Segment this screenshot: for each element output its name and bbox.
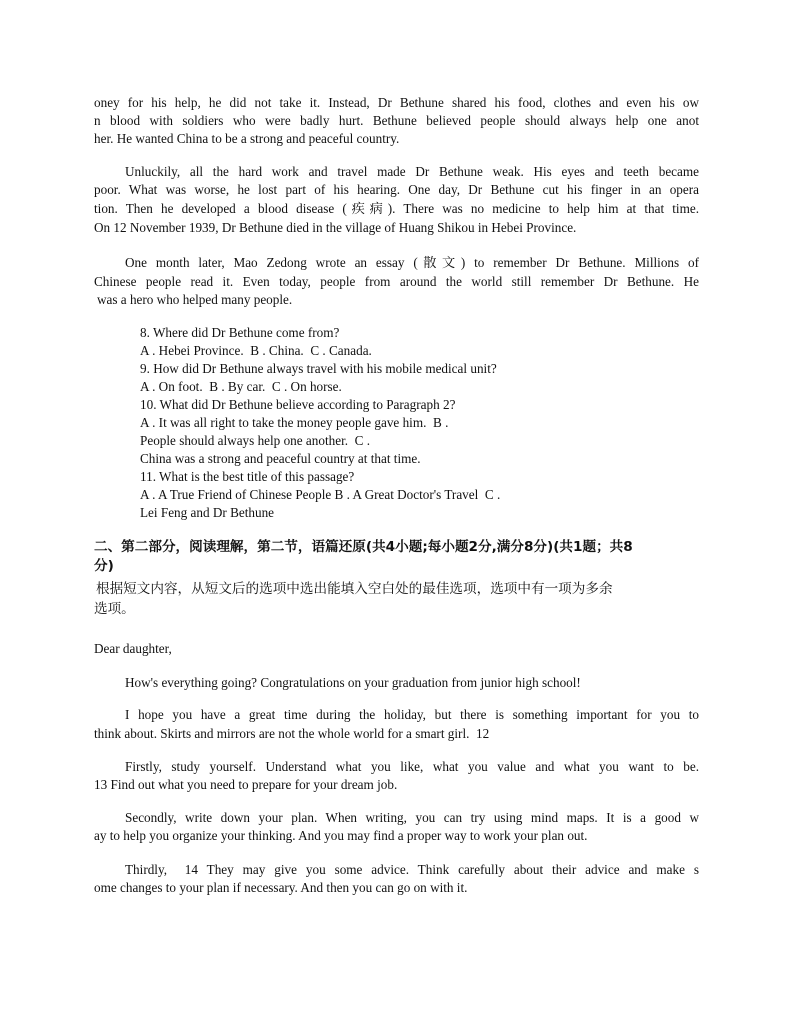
letter-line: Firstly, study yourself. Understand what you like, what you value and what you want to be. [125, 759, 699, 774]
passage-line: poor. What was worse, he lost part of his hearing. One day, Dr Bethune cut his finger in an opera [94, 182, 699, 197]
question-8-options: A . Hebei Province. B . China. C . Canada. [140, 343, 372, 358]
question-11-option-c: Lei Feng and Dr Bethune [140, 505, 275, 520]
passage-line: tion. Then he developed a blood disease (疾病). There was no medicine to help him at that time. [94, 201, 699, 216]
section-instruction: 根据短文内容，从短文后的选项中选出能填入空白处的最佳选项，选项中有一项为多余 [96, 581, 613, 597]
question-10-option-a: A . It was all right to take the money people gave him. B . [140, 415, 449, 430]
passage-line: On 12 November 1939, Dr Bethune died in the village of Huang Shikou in Hebei Province. [94, 220, 577, 235]
letter-line: Secondly, write down your plan. When writing, you can try using mind maps. It is a good w [125, 810, 699, 825]
passage-line: One month later, Mao Zedong wrote an essay (散文) to remember Dr Bethune. Millions of [125, 255, 699, 270]
question-10: 10. What did Dr Bethune believe according to Paragraph 2? [140, 397, 456, 412]
letter-line: think about. Skirts and mirrors are not the whole world for a smart girl. 12 [94, 726, 490, 741]
letter-line: 13 Find out what you need to prepare for your dream job. [94, 777, 398, 792]
letter-line: I hope you have a great time during the holiday, but there is something important for you to [125, 707, 699, 722]
letter-line: Thirdly, 14 They may give you some advice. Think carefully about their advice and make s [125, 862, 699, 877]
passage-line: was a hero who helped many people. [97, 292, 293, 307]
letter-line: ay to help you organize your thinking. And you may find a proper way to work your plan out. [94, 828, 588, 843]
letter-greeting: Dear daughter, [94, 641, 172, 656]
section-instruction-continued: 选项。 [94, 601, 135, 617]
section-heading-continued: 分) [94, 558, 114, 574]
section-heading: 二、第二部分，阅读理解，第二节，语篇还原(共4小题;每小题2分,满分8分)(共1题；共8 [94, 539, 633, 555]
question-11-options: A . A True Friend of Chinese People B . A Great Doctor's Travel C . [140, 487, 501, 502]
question-11: 11. What is the best title of this passage? [140, 469, 355, 484]
question-9: 9. How did Dr Bethune always travel with his mobile medical unit? [140, 361, 497, 376]
letter-line: How's everything going? Congratulations on your graduation from junior high school! [125, 675, 581, 690]
passage-line: Unluckily, all the hard work and travel made Dr Bethune weak. His eyes and teeth became [125, 164, 699, 179]
question-10-option-b: People should always help one another. C . [140, 433, 371, 448]
passage-line: n blood with soldiers who were badly hurt. Bethune believed people should always help one anot [94, 113, 699, 128]
question-10-option-c: China was a strong and peaceful country at that time. [140, 451, 421, 466]
passage-line: her. He wanted China to be a strong and peaceful country. [94, 131, 400, 146]
passage-line: Chinese people read it. Even today, people from around the world still remember Dr Bethune. He [94, 274, 699, 289]
passage-line: oney for his help, he did not take it. Instead, Dr Bethune shared his food, clothes and even his ow [94, 95, 699, 110]
question-9-options: A . On foot. B . By car. C . On horse. [140, 379, 342, 394]
question-8: 8. Where did Dr Bethune come from? [140, 325, 340, 340]
letter-line: ome changes to your plan if necessary. And then you can go on with it. [94, 880, 468, 895]
